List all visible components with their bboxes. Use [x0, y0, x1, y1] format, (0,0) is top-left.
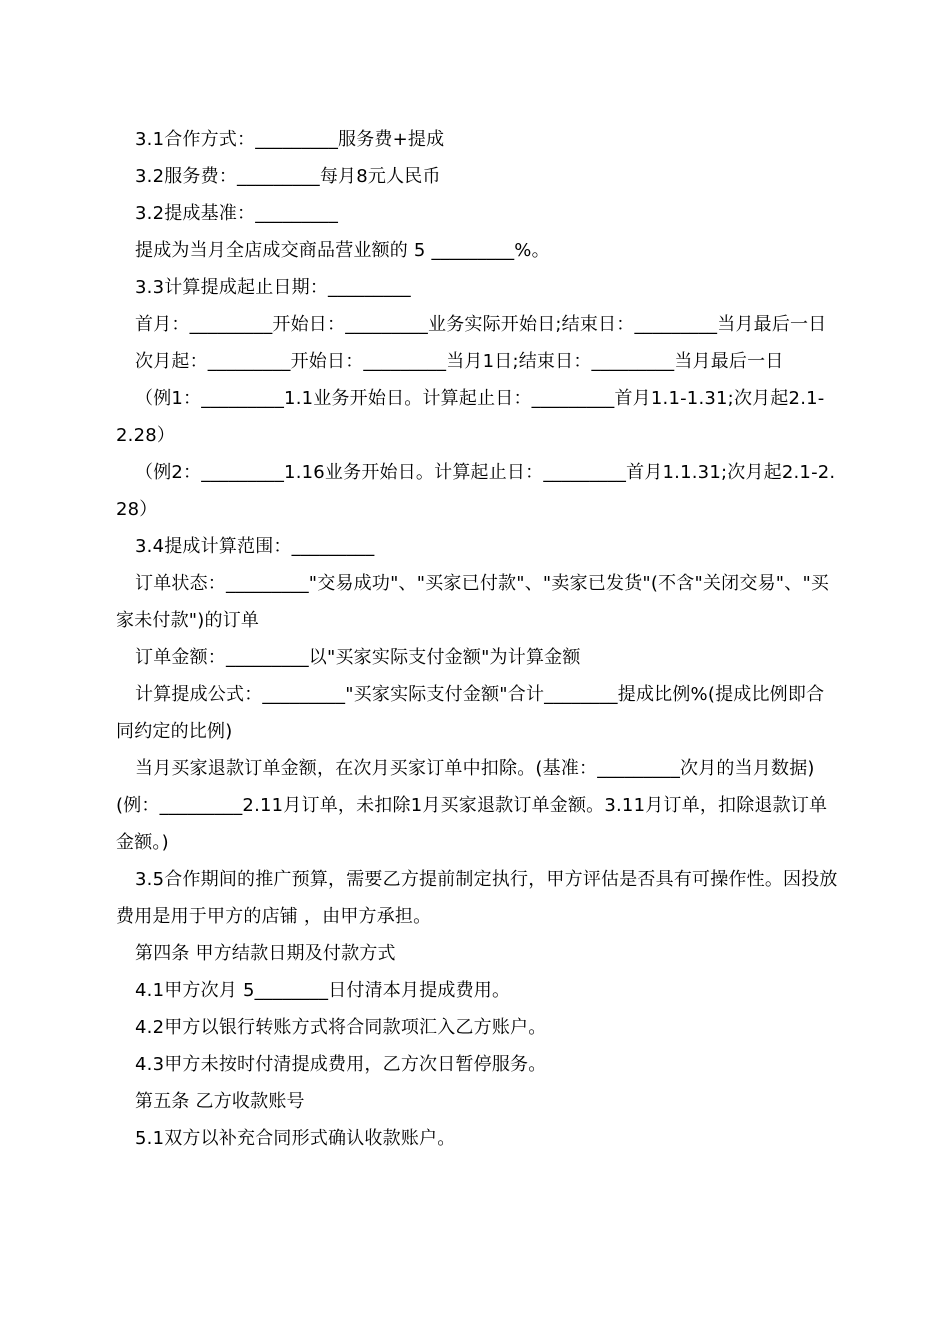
order-status-text: 订单状态：_________"交易成功"、"买家已付款"、"卖家已发货"(不含"关闭交易"、"买家未付款")的订单	[116, 573, 830, 631]
order-amount-text: 订单金额：_________以"买家实际支付金额"为计算金额	[135, 647, 581, 668]
article-5-heading: 第五条 乙方收款账号	[135, 1091, 305, 1112]
example-2-text: （例2：_________1.16业务开始日。计算起止日：_________首月1.1.31;次月起2.1-2.28）	[116, 462, 836, 520]
clause-3-1: 3.1合作方式：_________服务费+提成	[135, 129, 445, 150]
following-month-text: 次月起：_________开始日：_________当月1日;结束日：_________当月最后一日	[135, 351, 784, 372]
clause-4-3: 4.3甲方未按时付清提成费用，乙方次日暂停服务。	[135, 1054, 547, 1075]
example-1-text: （例1：_________1.1业务开始日。计算起止日：_________首月1.1-1.31;次月起2.1-2.28）	[116, 388, 825, 446]
clause-3-3: 3.3计算提成起止日期：_________	[135, 277, 411, 298]
clause-3-2-service-fee: 3.2服务费：_________每月8元人民币	[135, 166, 441, 187]
clause-3-4: 3.4提成计算范围：_________	[135, 536, 375, 557]
first-month-text: 首月：_________开始日：_________业务实际开始日;结束日：_________当月最后一日	[135, 314, 827, 335]
clause-3-5: 3.5合作期间的推广预算，需要乙方提前制定执行，甲方评估是否具有可操作性。因投放费用是用于甲方的店铺 ，由甲方承担。	[116, 869, 838, 927]
refund-deduction-text: 当月买家退款订单金额，在次月买家订单中扣除。(基准：_________次月的当月数据)(例：_________2.11月订单，未扣除1月买家退款订单金额。3.11月订单，扣除退款订单金额。)	[116, 758, 828, 853]
clause-4-2: 4.2甲方以银行转账方式将合同款项汇入乙方账户。	[135, 1017, 547, 1038]
commission-formula-text: 计算提成公式：_________"买家实际支付金额"合计________提成比例%(提成比例即合同约定的比例)	[116, 684, 825, 742]
clause-3-2-commission-basis: 3.2提成基准：_________	[135, 203, 339, 224]
clause-4-1: 4.1甲方次月 5________日付清本月提成费用。	[135, 980, 511, 1001]
document-body	[116, 121, 840, 1157]
commission-rate-text: 提成为当月全店成交商品营业额的 5 _________%。	[135, 240, 550, 261]
article-4-heading: 第四条 甲方结款日期及付款方式	[135, 943, 396, 964]
clause-5-1: 5.1双方以补充合同形式确认收款账户。	[135, 1128, 456, 1149]
